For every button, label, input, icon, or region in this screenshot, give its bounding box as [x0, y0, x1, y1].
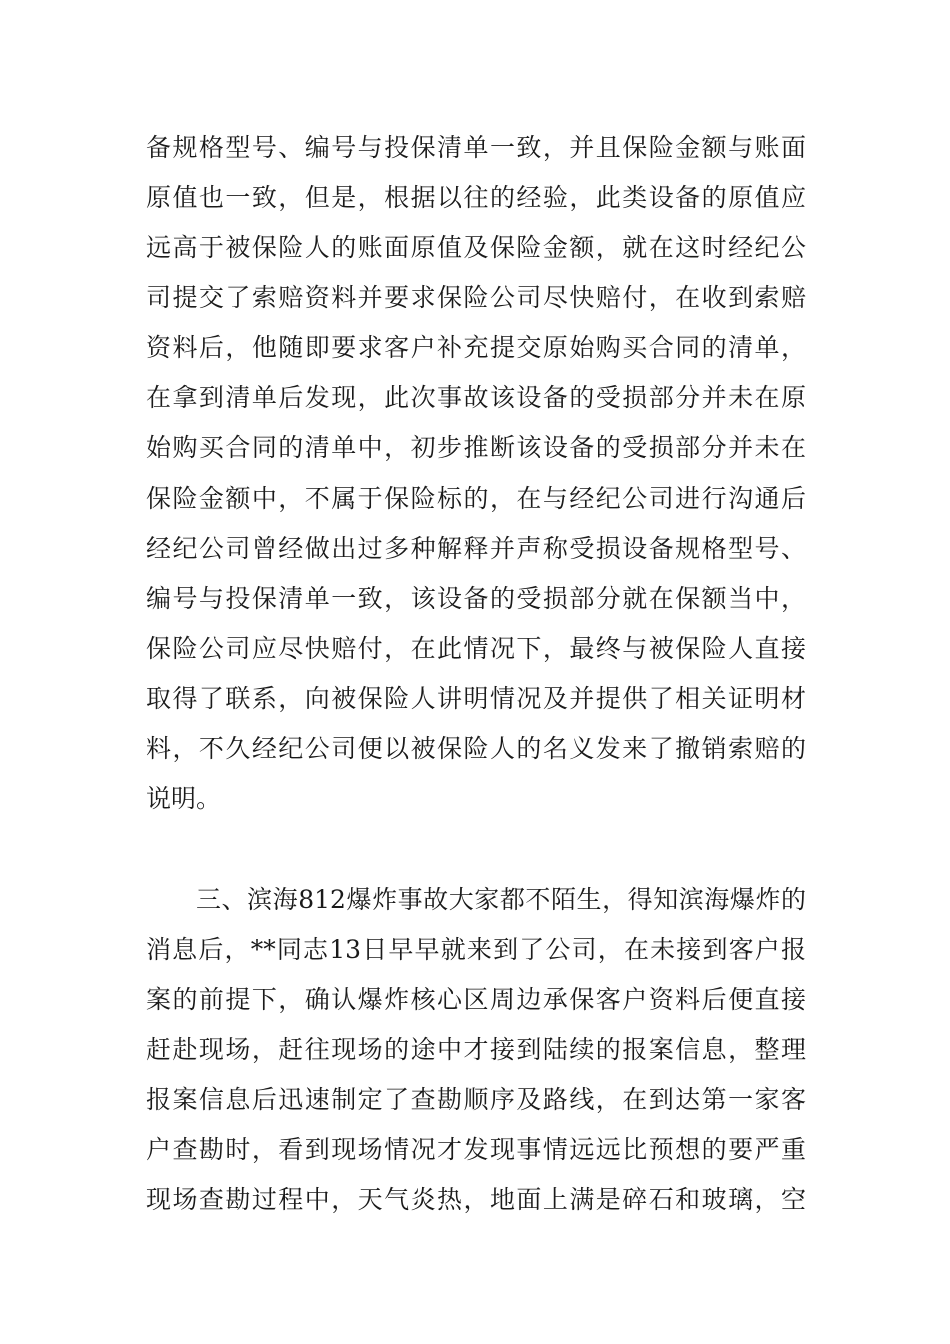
text-line: 三、滨海812爆炸事故大家都不陌生，得知滨海爆炸的	[196, 885, 806, 914]
text-line: 在拿到清单后发现，此次事故该设备的受损部分并未在原	[146, 383, 806, 412]
text-line: 保险公司应尽快赔付，在此情况下，最终与被保险人直接	[146, 634, 806, 663]
text-line: 说明。	[146, 784, 222, 813]
text-line: 司提交了索赔资料并要求保险公司尽快赔付，在收到索赔	[146, 283, 806, 312]
text-line: 赶赴现场，赶往现场的途中才接到陆续的报案信息，整理	[146, 1035, 806, 1064]
text-line: 远高于被保险人的账面原值及保险金额，就在这时经纪公	[146, 233, 806, 262]
text-line: 取得了联系，向被保险人讲明情况及并提供了相关证明材	[146, 684, 806, 713]
text-line: 消息后，**同志13日早早就来到了公司，在未接到客户报	[146, 935, 806, 964]
text-line: 原值也一致，但是，根据以往的经验，此类设备的原值应	[146, 183, 806, 212]
text-line: 经纪公司曾经做出过多种解释并声称受损设备规格型号、	[146, 534, 806, 563]
text-line: 现场查勘过程中，天气炎热，地面上满是碎石和玻璃，空	[146, 1185, 806, 1214]
text-line: 备规格型号、编号与投保清单一致，并且保险金额与账面	[146, 133, 806, 162]
text-line: 报案信息后迅速制定了查勘顺序及路线，在到达第一家客	[146, 1085, 806, 1114]
text-line: 资料后，他随即要求客户补充提交原始购买合同的清单，	[146, 333, 806, 362]
text-line: 保险金额中，不属于保险标的，在与经纪公司进行沟通后	[146, 484, 806, 513]
text-line: 始购买合同的清单中，初步推断该设备的受损部分并未在	[146, 433, 806, 462]
text-line: 户查勘时，看到现场情况才发现事情远远比预想的要严重	[146, 1135, 806, 1164]
text-line: 编号与投保清单一致，该设备的受损部分就在保额当中，	[146, 584, 806, 613]
text-line: 案的前提下，确认爆炸核心区周边承保客户资料后便直接	[146, 985, 806, 1014]
text-line: 料，不久经纪公司便以被保险人的名义发来了撤销索赔的	[146, 734, 806, 763]
